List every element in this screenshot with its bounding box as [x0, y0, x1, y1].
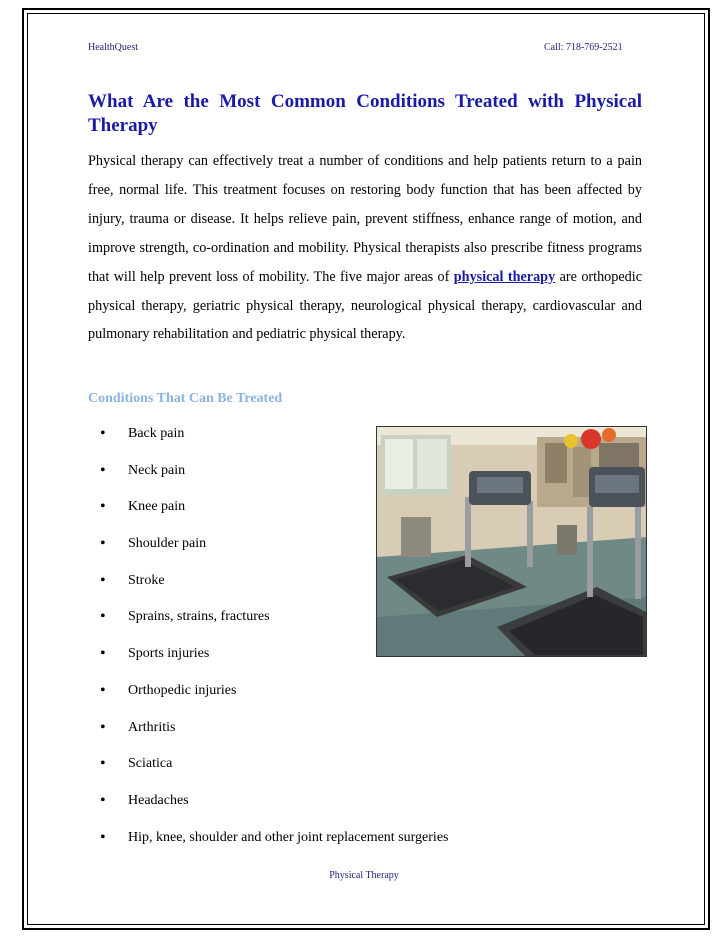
list-item: • Headaches [100, 791, 448, 828]
list-item: • Arthritis [100, 718, 448, 755]
header-phone: Call: 718-769-2521 [544, 42, 623, 53]
header-company: HealthQuest [88, 42, 138, 53]
list-item: • Orthopedic injuries [100, 681, 448, 718]
physical-therapy-link[interactable]: physical therapy [453, 268, 556, 285]
conditions-heading: Conditions That Can Be Treated [88, 391, 283, 406]
list-item: • Sprains, strains, fractures [100, 607, 448, 644]
intro-paragraph [88, 147, 642, 349]
list-item: • Neck pain [100, 461, 448, 498]
page-title: What Are the Most Common Conditions Treated with Physical Therapy [88, 91, 642, 136]
treadmill-gym-photo [376, 426, 647, 657]
list-item: • Hip, knee, shoulder and other joint replacement surgeries [100, 828, 448, 865]
list-item: • Sports injuries [100, 644, 448, 681]
list-item: • Back pain [100, 424, 448, 461]
intro-text-end: are orthopedic physical therapy, geriatric physical therapy, neurological physical therapy, cardiovascular and pulmonary rehabilitation and pediatric physical therapy. [88, 268, 642, 343]
list-item: • Sciatica [100, 754, 448, 791]
page-footer: Physical Therapy [329, 870, 399, 881]
list-item: • Stroke [100, 571, 448, 608]
list-item: • Knee pain [100, 497, 448, 534]
list-item: • Shoulder pain [100, 534, 448, 571]
intro-text-start: Physical therapy can effectively treat a number of conditions and help patients return to a pain free, normal life. This treatment focuses on restoring body function that has been affected by injury, trauma or disease. It helps relieve pain, prevent stiffness, enhance range of motion, and improve strength, co-ordination and mobility. Physical therapists also prescribe fitness programs that will help prevent loss of mobility. The five major areas of [88, 153, 642, 285]
